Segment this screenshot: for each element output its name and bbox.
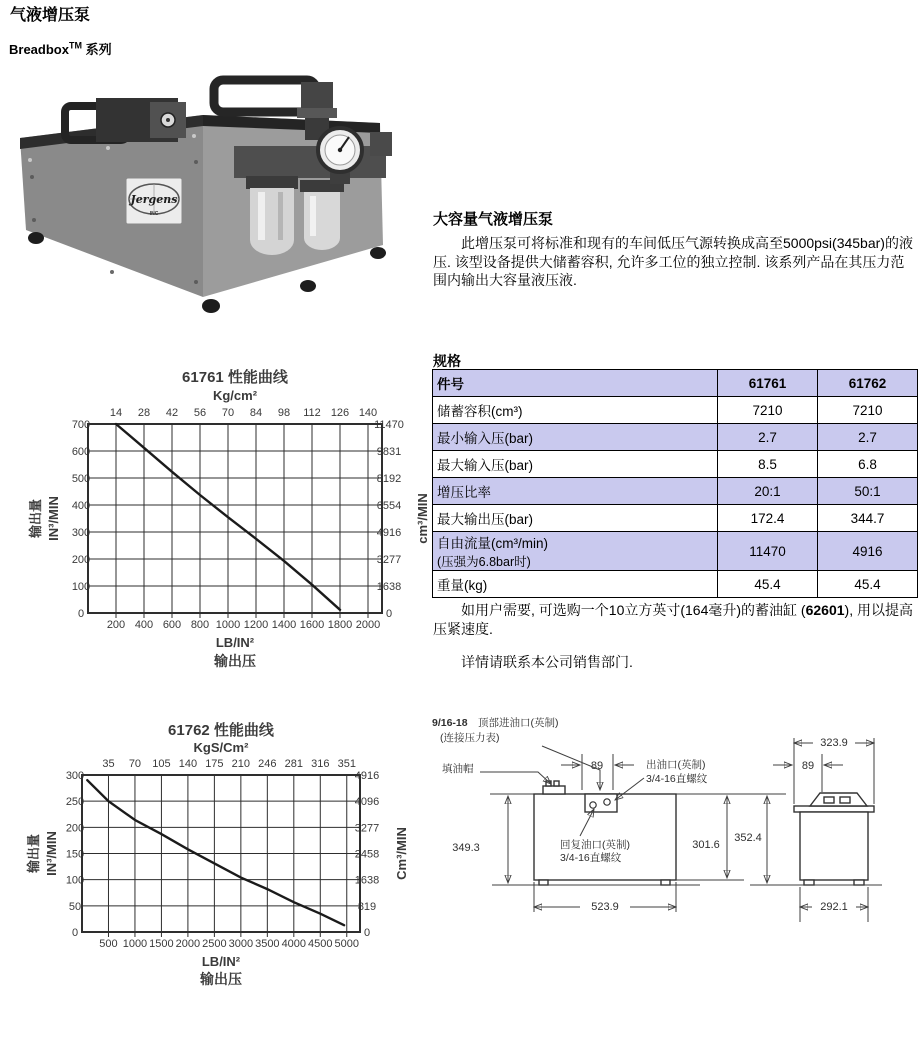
table-row — [433, 571, 918, 598]
right-tick: 4096 — [354, 796, 380, 809]
bottom-tick: 2500 — [202, 938, 227, 950]
right-tick: 819 — [357, 900, 377, 913]
specs-title: 规格 — [433, 353, 461, 369]
row-value: 7210 — [817, 397, 917, 424]
left-tick: 700 — [71, 419, 91, 431]
left-tick: 400 — [71, 500, 91, 512]
specs-table — [432, 369, 918, 598]
right-handle — [214, 80, 316, 112]
bottom-tick: 2000 — [175, 938, 201, 950]
row-label: 重量(kg) — [433, 571, 718, 598]
row-label: 增压比率 — [433, 478, 718, 505]
row-value: 4916 — [817, 532, 917, 571]
row-label: 储蓄容积(cm³) — [433, 397, 718, 424]
top-tick: 246 — [258, 758, 277, 770]
left-tick: 300 — [65, 770, 85, 782]
left-tick: 200 — [71, 554, 91, 566]
right-tick: 3277 — [376, 554, 402, 566]
page-title: 气液增压泵 — [10, 7, 91, 24]
chart-title: 61761 性能曲线 — [182, 369, 288, 386]
top-tick: 98 — [277, 407, 291, 419]
dim-width-top: 323.9 — [820, 737, 848, 749]
top-tick: 126 — [330, 407, 350, 419]
note-accumulator — [433, 601, 917, 639]
port-block — [585, 794, 617, 812]
bottom-tick: 1000 — [122, 938, 148, 950]
chart-title: 61762 性能曲线 — [168, 722, 274, 739]
row-value: 45.4 — [817, 571, 917, 598]
chart-61761-performance — [18, 358, 438, 679]
row-value: 344.7 — [817, 505, 917, 532]
top-tick: 281 — [284, 758, 303, 770]
dim-handle-offset: 89 — [801, 760, 815, 772]
note-part-number: 62601 — [805, 602, 845, 618]
top-tick: 70 — [221, 407, 235, 419]
left-tick: 300 — [71, 527, 91, 539]
bottom-tick: 4000 — [281, 938, 307, 950]
chart-61762-performance — [18, 710, 438, 1001]
dimension-drawing — [430, 710, 918, 965]
row-value: 6.8 — [817, 451, 917, 478]
left-tick: 150 — [65, 848, 85, 861]
label-top-port: 顶部进油口(英制) — [478, 717, 559, 729]
left-axis-label: 输出量 — [26, 833, 41, 874]
right-tick: 6554 — [376, 500, 402, 512]
intro-paragraph: 此增压泵可将标准和现有的车间低压气源转换成高至5000psi(345bar)的液压. 该型设备提供大储蓄容积, 允许多工位的独立控制. 该系列产品在其压力范围内输出大容量液压液. — [433, 235, 913, 288]
dim-port-offset: 89 — [590, 760, 604, 772]
top-tick: 28 — [137, 407, 151, 419]
label-top-port-thread: 9/16-18 — [432, 717, 468, 729]
left-axis-unit: IN³/MIN — [46, 496, 61, 541]
bottom-tick: 3500 — [255, 938, 280, 950]
right-tick: 0 — [385, 608, 393, 620]
left-tick: 500 — [71, 473, 91, 485]
logo-subtext: INC — [149, 211, 159, 217]
right-tick: 3277 — [354, 822, 380, 835]
dim-length: 523.9 — [591, 901, 619, 913]
note-text: 如用户需要, 可选购一个10立方英寸(164毫升)的蓄油缸 ( — [461, 602, 806, 618]
side-view — [480, 746, 786, 912]
row-value: 172.4 — [717, 505, 817, 532]
row-value: 2.7 — [717, 424, 817, 451]
top-axis-unit: Kg/cm² — [212, 388, 258, 403]
carry-handle — [810, 793, 867, 806]
product-photo-canvas — [8, 72, 420, 348]
bottom-tick: 1000 — [215, 619, 241, 631]
top-tick: 140 — [178, 758, 198, 770]
bottom-tick: 2000 — [355, 619, 381, 631]
row-value: 50:1 — [817, 478, 917, 505]
bottom-tick: 3000 — [228, 938, 254, 950]
left-tick: 50 — [68, 900, 82, 913]
fill-cap — [543, 781, 565, 794]
label-return-port-thread: 3/4-16直螺纹 — [560, 852, 622, 864]
left-tick: 0 — [71, 927, 79, 939]
right-tick: 1638 — [354, 874, 380, 887]
top-tick: 210 — [231, 758, 251, 770]
bottom-axis-unit: LB/IN² — [201, 954, 241, 969]
chart-canvas — [18, 358, 438, 674]
row-label: 最大输入压(bar) — [433, 451, 718, 478]
table-row — [433, 451, 918, 478]
right-tick: 2458 — [354, 848, 380, 861]
bottom-axis-label: 输出压 — [214, 653, 256, 669]
table-row — [433, 424, 918, 451]
label-fill-cap: 填油帽 — [442, 763, 474, 775]
bottom-tick: 800 — [190, 619, 210, 631]
top-tick: 14 — [109, 407, 123, 419]
series-subtitle — [9, 39, 112, 58]
top-tick: 112 — [303, 407, 321, 419]
end-view — [750, 736, 882, 922]
right-axis-unit: Cm³/MIN — [394, 827, 409, 880]
right-tick: 9831 — [376, 446, 402, 458]
row-value: 20:1 — [717, 478, 817, 505]
label-top-port-note: (连接压力表) — [440, 732, 500, 744]
top-tick: 42 — [165, 407, 179, 419]
row-label-line2: (压强为6.8bar时) — [437, 555, 531, 569]
bottom-tick: 4500 — [308, 938, 333, 950]
top-tick: 84 — [249, 407, 263, 419]
dim-height-end: 352.4 — [734, 832, 762, 844]
top-tick: 140 — [358, 407, 378, 419]
dim-height-body: 301.6 — [692, 839, 720, 851]
row-value: 11470 — [717, 532, 817, 571]
top-tick: 316 — [311, 758, 330, 770]
jergens-logo — [126, 178, 182, 224]
note-contact: 详情请联系本公司销售部门. — [461, 654, 633, 670]
row-label: 最大输出压(bar) — [433, 505, 718, 532]
left-tick: 600 — [71, 446, 91, 458]
bottom-tick: 1500 — [149, 938, 174, 950]
logo-text: Jergens — [130, 193, 178, 206]
trademark-sup: TM — [68, 40, 82, 51]
dim-height-total: 349.3 — [452, 842, 480, 854]
row-value: 45.4 — [717, 571, 817, 598]
series-suffix: 系列 — [81, 42, 112, 57]
top-tick: 175 — [205, 758, 224, 770]
table-row — [433, 478, 918, 505]
col-header-part: 件号 — [433, 370, 718, 397]
label-return-port: 回复油口(英制) — [560, 839, 630, 851]
bottom-tick: 400 — [134, 619, 154, 631]
performance-curve — [87, 780, 344, 925]
left-tick: 200 — [65, 822, 85, 835]
bottom-tick: 1400 — [271, 619, 297, 631]
note-text: ), 用以提高压紧速度. — [433, 602, 913, 637]
dimension-drawing-canvas — [430, 710, 918, 960]
col-header-61762: 61762 — [817, 370, 917, 397]
right-tick: 1638 — [376, 581, 402, 593]
bottom-tick: 200 — [106, 619, 126, 631]
col-header-61761: 61761 — [717, 370, 817, 397]
row-label: 最小输入压(bar) — [433, 424, 718, 451]
row-value: 2.7 — [817, 424, 917, 451]
row-label-line1: 自由流量(cm³/min) — [437, 536, 548, 551]
bottom-axis-label: 输出压 — [200, 971, 242, 987]
bottom-tick: 5000 — [334, 938, 360, 950]
product-photo — [8, 72, 420, 353]
bottom-axis-unit: LB/IN² — [215, 635, 255, 650]
top-tick: 351 — [337, 758, 356, 770]
table-row — [433, 532, 918, 571]
right-tick: 4916 — [376, 527, 402, 539]
bottom-tick: 1200 — [243, 619, 269, 631]
label-out-port-thread: 3/4-16直螺纹 — [646, 773, 708, 785]
top-tick: 70 — [128, 758, 142, 770]
bottom-tick: 600 — [162, 619, 182, 631]
table-row — [433, 397, 918, 424]
bottom-tick: 1600 — [299, 619, 325, 631]
top-tick: 35 — [102, 758, 115, 770]
left-tick: 0 — [77, 608, 85, 620]
bottom-tick: 1800 — [327, 619, 353, 631]
dim-width-body: 292.1 — [820, 901, 848, 913]
left-axis-unit: IN³/MIN — [44, 831, 59, 876]
row-value: 7210 — [717, 397, 817, 424]
chart-canvas — [18, 710, 438, 996]
top-axis-unit: KgS/Cm² — [193, 740, 249, 755]
left-tick: 100 — [65, 874, 85, 887]
row-label — [433, 532, 718, 571]
right-tick: 11470 — [374, 419, 404, 431]
specs-header-row — [433, 370, 918, 397]
top-tick: 56 — [193, 407, 207, 419]
left-tick: 100 — [71, 581, 91, 593]
table-row — [433, 505, 918, 532]
right-tick: 8192 — [376, 473, 402, 485]
section-heading: 大容量气液增压泵 — [433, 211, 554, 228]
right-tick: 0 — [363, 927, 371, 939]
right-tick: 4916 — [354, 770, 380, 782]
right-axis-unit: cm³/MIN — [415, 493, 430, 544]
pump-air-block — [96, 98, 186, 142]
series-name: Breadbox — [9, 42, 69, 57]
left-axis-label: 输出量 — [28, 498, 43, 539]
row-value: 8.5 — [717, 451, 817, 478]
bottom-tick: 500 — [99, 938, 118, 950]
top-tick: 105 — [152, 758, 171, 770]
label-out-port: 出油口(英制) — [646, 759, 706, 771]
left-tick: 250 — [65, 796, 85, 809]
